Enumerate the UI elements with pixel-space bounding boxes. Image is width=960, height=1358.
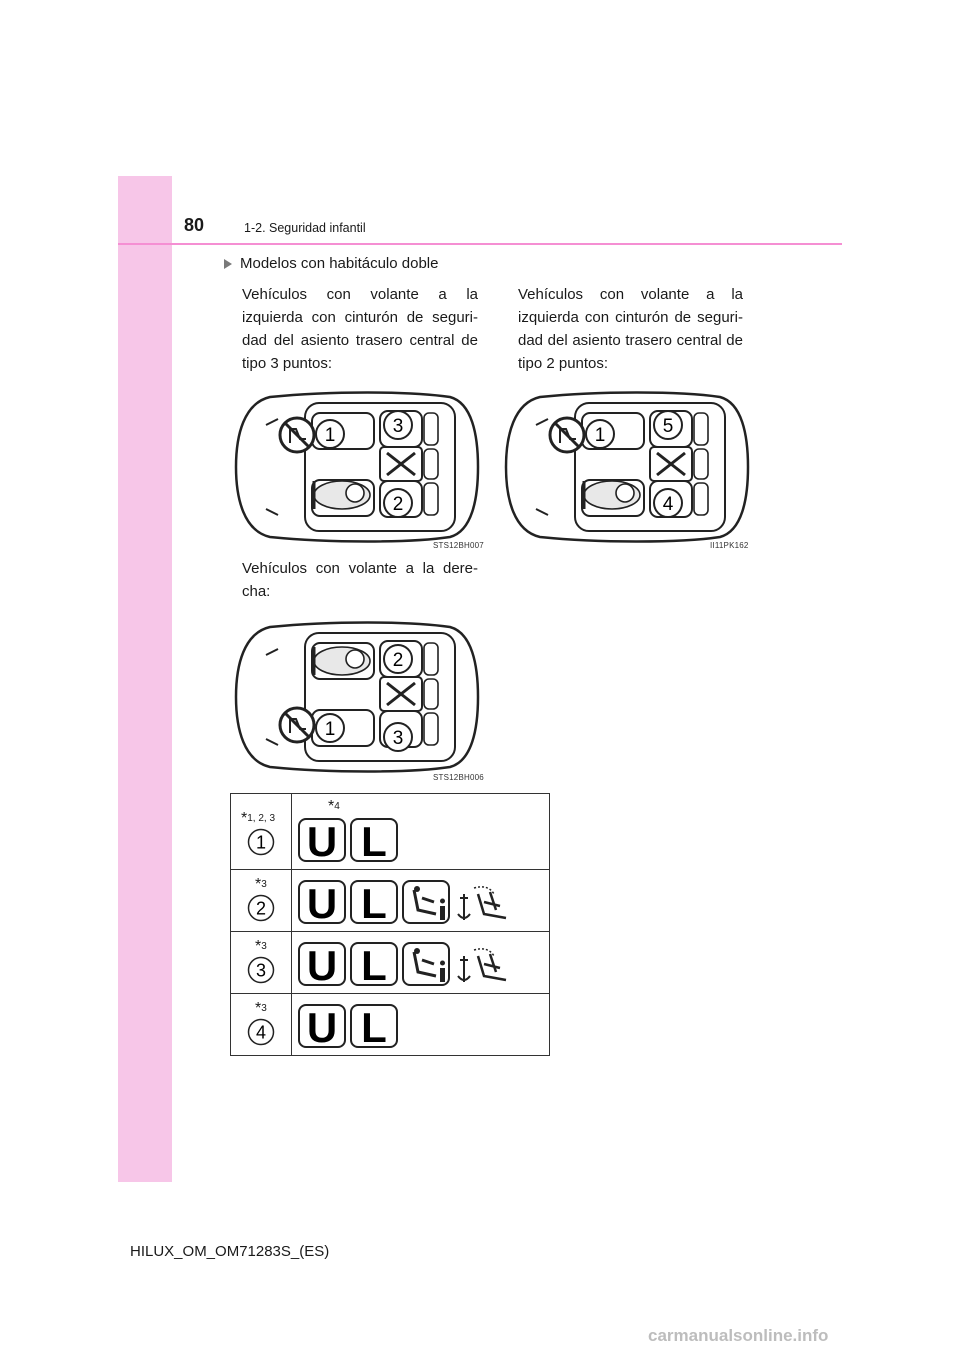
category-icons [298,1004,398,1048]
seat-label-5: 5 [662,416,674,437]
table-row [231,794,550,870]
figure-code: II11PK162 [710,541,749,550]
footnote: *3 [255,1000,267,1017]
category-icons [298,880,510,924]
category-icons [298,942,510,986]
seat-cell [231,870,292,932]
seat-suitability-table [230,793,550,1056]
seat-label-2: 2 [392,494,404,515]
svg-text:1: 1 [255,832,267,853]
svg-text:U: U [306,1004,338,1048]
svg-text:2: 2 [255,898,267,919]
svg-text:L: L [361,880,387,924]
header-rule [118,243,842,245]
svg-text:L: L [361,1004,387,1048]
seat-label-1: 1 [324,425,336,446]
seat-label-2: 2 [392,650,404,671]
svg-text:3: 3 [255,960,267,981]
seat-number-badge [247,1018,275,1046]
isofix-anchor-seat-icon [458,949,506,982]
document-footer: HILUX_OM_OM71283S_(ES) [130,1243,330,1260]
icons-cell [292,794,550,870]
seat-number-badge [247,894,275,922]
icons-cell [292,870,550,932]
section-tab-bar [118,176,172,1182]
seat-label-3: 3 [392,416,404,437]
seat-label-4: 4 [662,494,674,515]
footnote: *4 [328,798,340,815]
table-row [231,994,550,1056]
car-diagram-right-hand [230,615,480,780]
svg-text:L: L [361,818,387,862]
driver-figure [314,481,370,509]
paragraph-left-3pt: Vehículos con volante a la izquierda con cinturón de seguri-dad del asiento trasero central de tipo 3 puntos: [242,286,478,372]
section-title: 1-2. Seguridad infantil [244,221,366,235]
triangle-bullet-icon [224,259,232,269]
footnote: *3 [255,938,267,955]
svg-text:U: U [306,942,338,986]
i-size-seat-icon [403,881,449,923]
paragraph-right-hand: Vehículos con volante a la dere-cha: [242,560,478,600]
i-size-seat-icon [403,943,449,985]
svg-text:U: U [306,880,338,924]
isofix-anchor-seat-icon [458,887,506,920]
watermark: carmanualsonline.info [648,1326,829,1345]
footnote: *3 [255,876,267,893]
table-row [231,932,550,994]
svg-text:U: U [306,818,338,862]
seat-label-3: 3 [392,728,404,749]
figure-code: STS12BH007 [433,541,484,550]
seat-number-badge [247,956,275,984]
icons-cell [292,932,550,994]
seat-cell [231,994,292,1056]
category-icons [298,818,398,862]
icons-cell [292,994,550,1056]
car-diagram-2pt [500,385,750,550]
seat-cell [231,932,292,994]
bullet-heading [224,255,438,272]
page-number: 80 [184,215,205,235]
seat-number-badge [247,828,275,856]
figure-code: STS12BH006 [433,773,484,782]
driver-figure [584,481,640,509]
paragraph-left-2pt: Vehículos con volante a la izquierda con cinturón de seguri-dad del asiento trasero central de tipo 2 puntos: [518,286,743,372]
seat-label-1: 1 [594,425,606,446]
car-diagram-3pt [230,385,480,550]
footnote: *1, 2, 3 [241,810,276,827]
table-row [231,870,550,932]
seat-cell [231,794,292,870]
driver-figure [314,647,370,675]
svg-text:4: 4 [255,1022,267,1043]
bullet-text: Modelos con habitáculo doble [240,255,439,272]
svg-text:L: L [361,942,387,986]
seat-label-1: 1 [324,719,336,740]
